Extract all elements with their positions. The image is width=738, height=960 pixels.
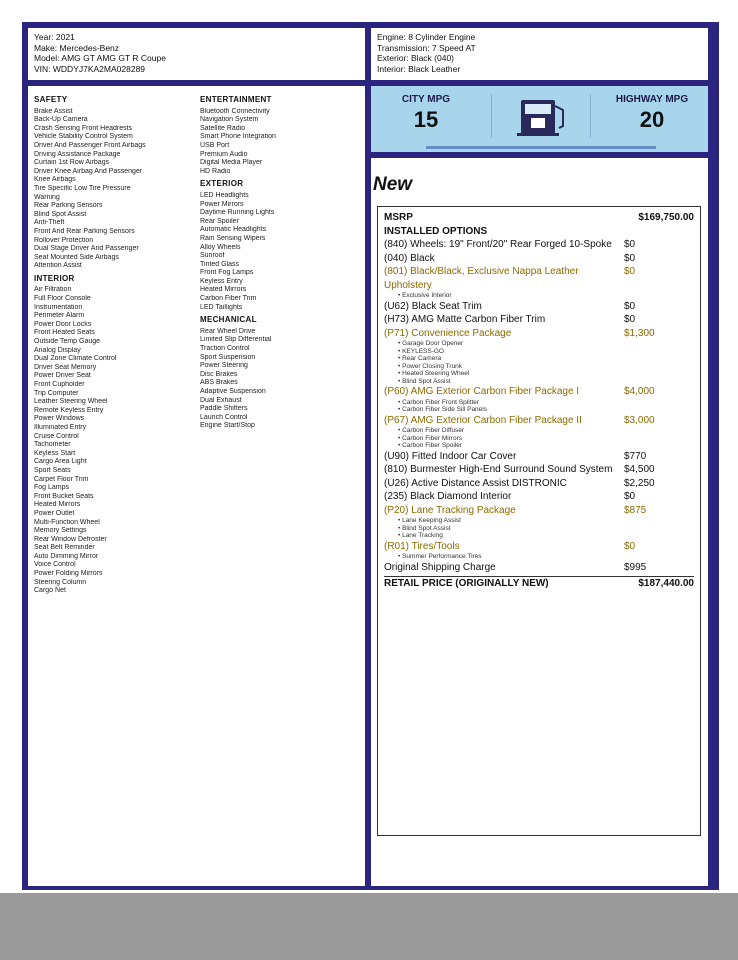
feature-item: Power Outlet <box>34 509 75 517</box>
option-price: $0 <box>624 314 636 325</box>
feature-item: Smart Phone Integration <box>200 133 276 141</box>
bottom-band <box>0 893 738 960</box>
feature-item: Satellite Radio <box>200 124 246 132</box>
feature-item: Multi-Function Wheel <box>34 518 100 526</box>
vehicle-make: Make: Mercedes-Benz <box>34 42 120 53</box>
option-label: (P20) Lane Tracking Package <box>384 504 516 516</box>
feature-item: Trip Computer <box>34 389 79 397</box>
feature-item: Power Steering <box>200 362 248 370</box>
option-price: $0 <box>624 540 636 552</box>
feature-item: Power Mirrors <box>200 200 244 208</box>
option-row <box>384 477 694 491</box>
highway-mpg-value: 20 <box>639 107 665 132</box>
feature-item: Sport Suspension <box>200 353 256 361</box>
feature-item: Limited Slip Differential <box>200 336 272 344</box>
total-row <box>384 577 694 591</box>
option-row <box>384 238 694 252</box>
feature-item: Full Floor Console <box>34 295 91 303</box>
option-price: $2,250 <box>624 477 655 489</box>
feature-item: Instrumentation <box>34 303 83 311</box>
feature-item: Crash Sensing Front Headrests <box>34 124 133 132</box>
total-value: $187,440.00 <box>638 578 694 589</box>
feature-item: Premium Audio <box>200 150 248 158</box>
feature-item: Alloy Wheels <box>200 243 241 251</box>
vehicle-vin: VIN: WDDYJ7KA2MA028289 <box>34 63 146 74</box>
option-label: (040) Black <box>384 252 435 264</box>
feature-item: Rollover Protection <box>34 236 94 244</box>
option-label: (U26) Active Distance Assist DISTRONIC <box>384 477 567 489</box>
feature-item: HD Radio <box>200 167 231 175</box>
exterior-title: EXTERIOR <box>200 179 244 189</box>
option-detail-item: • Carbon Fiber Spoiler <box>398 442 463 449</box>
interior-list <box>34 286 194 595</box>
option-detail-item: • Blind Spot Assist <box>398 524 451 532</box>
feature-item: Adaptive Suspension <box>200 388 266 395</box>
city-mpg-value: 15 <box>413 107 439 132</box>
feature-item: Seat Mounted Side Airbags <box>34 253 119 261</box>
feature-item: Cargo Area Light <box>34 458 87 466</box>
feature-item: USB Port <box>200 141 230 149</box>
feature-item: ABS Brakes <box>200 379 238 387</box>
option-price: $770 <box>624 450 647 462</box>
entertainment-list <box>200 108 360 177</box>
city-mpg-label: CITY MPG <box>401 94 451 105</box>
feature-item: Sunroof <box>200 252 225 260</box>
mechanical-list <box>200 328 360 431</box>
option-row <box>384 450 694 464</box>
option-row <box>384 540 694 554</box>
highway-mpg-label: HIGHWAY MPG <box>615 94 689 105</box>
option-detail-item: • Garage Door Opener <box>398 340 464 347</box>
feature-item: Disc Brakes <box>200 370 238 378</box>
option-detail-item: • Rear Camera <box>398 355 442 362</box>
entertainment-title: ENTERTAINMENT <box>200 95 272 104</box>
feature-item: Power Driver Seat <box>34 372 91 380</box>
feature-item: Driver Knee Airbag And Passenger <box>34 167 143 175</box>
option-label: (P60) AMG Exterior Carbon Fiber Package I <box>384 386 580 397</box>
option-row <box>384 414 694 428</box>
feature-item: Voice Control <box>34 561 76 569</box>
options-list <box>384 238 694 574</box>
msrp-label: MSRP <box>384 212 413 223</box>
option-row <box>384 313 694 327</box>
option-price: $0 <box>624 252 636 264</box>
option-label: (P67) AMG Exterior Carbon Fiber Package II <box>384 414 582 426</box>
feature-item: Memory Settings <box>34 527 87 535</box>
feature-item: Dual Stage Driver And Passenger <box>34 245 139 253</box>
feature-item: Air Filtration <box>34 286 72 294</box>
option-price: $1,300 <box>624 327 655 339</box>
feature-item: Steering Column <box>34 578 87 586</box>
option-detail-item: • Carbon Fiber Side Sill Panels <box>398 406 487 413</box>
option-detail-item: • Power Closing Trunk <box>398 362 463 370</box>
feature-item: Auto Dimming Mirror <box>34 552 99 560</box>
price-sticker-panel <box>371 158 708 886</box>
option-row <box>384 504 694 518</box>
engine-info-panel <box>371 28 708 80</box>
feature-item: Front Cupholder <box>34 381 85 388</box>
option-row <box>384 561 694 575</box>
feature-item: Tachometer <box>34 441 71 449</box>
feature-item: Power Folding Mirrors <box>34 570 103 578</box>
feature-item: Anti-Theft <box>34 219 65 227</box>
feature-item: Traction Control <box>200 345 250 353</box>
feature-item: Warning <box>34 193 60 201</box>
feature-item: Fog Lamps <box>34 484 70 492</box>
option-detail-item: • Lane Keeping Assist <box>398 517 461 524</box>
option-label: Original Shipping Charge <box>384 561 496 573</box>
feature-item: Dual Exhaust <box>200 396 242 404</box>
feature-item: Navigation System <box>200 116 259 124</box>
feature-item: Attention Assist <box>34 262 82 270</box>
option-label: (R01) Tires/Tools <box>384 540 460 552</box>
feature-item: Driver And Passenger Front Airbags <box>34 141 146 149</box>
fuel-pump-icon <box>491 94 591 138</box>
feature-item: Back-Up Camera <box>34 116 88 124</box>
option-row <box>384 252 694 266</box>
feature-item: Launch Control <box>200 413 248 421</box>
feature-item: Knee Airbags <box>34 176 76 184</box>
total-label: RETAIL PRICE (ORIGINALLY NEW) <box>384 578 549 589</box>
feature-item: Front Fog Lamps <box>200 269 254 277</box>
option-label: (U90) Fitted Indoor Car Cover <box>384 450 517 462</box>
option-price: $0 <box>624 491 636 502</box>
option-detail-item: • KEYLESS-GO <box>398 347 444 355</box>
feature-item: Seat Belt Reminder <box>34 544 95 552</box>
feature-item: Front Heated Seats <box>34 329 95 337</box>
feature-item: Carpet Floor Trim <box>34 475 89 483</box>
feature-item: Driver Seat Memory <box>34 363 97 371</box>
vehicle-info-panel <box>28 28 365 80</box>
feature-item: Paddle Shifters <box>200 405 248 413</box>
vehicle-year: Year: 2021 <box>34 32 75 42</box>
vehicle-model: Model: AMG GT AMG GT R Coupe <box>34 53 166 63</box>
features-left-column <box>34 92 194 596</box>
feature-item: Engine Start/Stop <box>200 422 255 430</box>
feature-item: LED Taillights <box>200 303 243 311</box>
option-row <box>384 490 694 504</box>
feature-item: Remote Keyless Entry <box>34 406 104 414</box>
feature-item: Tinted Glass <box>200 260 240 268</box>
option-price: $0 <box>624 266 636 277</box>
interior-title: INTERIOR <box>34 273 75 283</box>
option-row <box>384 265 694 292</box>
feature-item: Vehicle Stability Control System <box>34 133 133 141</box>
mechanical-title: MECHANICAL <box>200 315 257 325</box>
feature-item: Perimeter Alarm <box>34 312 85 320</box>
feature-item: Blind Spot Assist <box>34 210 87 218</box>
option-detail-item: • Blind Spot Assist <box>398 377 451 385</box>
exterior-color: Exterior: Black (040) <box>377 53 454 63</box>
feature-item: Daytime Running Lights <box>200 209 275 217</box>
feature-item: Bluetooth Connectivity <box>200 107 270 115</box>
option-label: (H73) AMG Matte Carbon Fiber Trim <box>384 314 546 325</box>
feature-item: Dual Zone Climate Control <box>34 355 117 363</box>
option-detail-item: • Heated Steering Wheel <box>398 370 470 377</box>
feature-item: Curtain 1st Row Airbags <box>34 159 110 167</box>
exterior-list <box>200 192 360 312</box>
feature-item: Digital Media Player <box>200 159 263 167</box>
feature-item: Sport Seats <box>34 466 71 474</box>
msrp-row <box>384 211 694 225</box>
feature-item: Tire Specific Low Tire Pressure <box>34 184 131 192</box>
option-detail-item: • Carbon Fiber Mirrors <box>398 434 463 442</box>
option-detail-item: • Carbon Fiber Front Splitter <box>398 398 480 406</box>
feature-item: Analog Display <box>34 346 81 354</box>
transmission-type: Transmission: 7 Speed AT <box>377 42 476 53</box>
engine-type: Engine: 8 Cylinder Engine <box>377 32 476 42</box>
features-panel <box>28 86 365 886</box>
condition-title: New <box>373 174 413 195</box>
feature-item: Rear Spoiler <box>200 217 239 225</box>
option-price: $0 <box>624 239 636 250</box>
feature-item: Heated Mirrors <box>34 501 81 509</box>
option-label: (801) Black/Black, Exclusive Nappa Leather Upholstery <box>384 266 579 291</box>
installed-options-label: INSTALLED OPTIONS <box>384 225 488 237</box>
option-label: (840) Wheels: 19" Front/20" Rear Forged 10-Spoke <box>384 239 612 250</box>
features-right-column <box>200 92 360 431</box>
option-price: $995 <box>624 561 647 573</box>
option-price: $875 <box>624 504 647 516</box>
highway-mpg-box <box>596 86 708 152</box>
feature-item: Power Windows <box>34 415 85 423</box>
option-label: (235) Black Diamond Interior <box>384 491 512 502</box>
feature-item: Outside Temp Gauge <box>34 338 101 346</box>
feature-item: Rear Parking Sensors <box>34 202 103 210</box>
safety-list <box>34 108 194 271</box>
option-price: $4,500 <box>624 464 655 475</box>
feature-item: Rear Wheel Drive <box>200 327 256 335</box>
feature-item: LED Headlights <box>200 191 249 199</box>
feature-item: Automatic Headlights <box>200 226 267 234</box>
option-price: $0 <box>624 300 636 312</box>
option-detail-item: • Summer Performance Tires <box>398 553 482 560</box>
feature-item: Keyless Start <box>34 449 76 457</box>
option-label: (810) Burmester High-End Surround Sound System <box>384 464 613 475</box>
feature-item: Driving Assistance Package <box>34 150 121 158</box>
options-box <box>377 206 701 836</box>
feature-item: Heated Mirrors <box>200 286 247 294</box>
feature-item: Brake Assist <box>34 107 73 115</box>
feature-item: Power Door Locks <box>34 320 92 328</box>
option-detail-item: • Exclusive Interior <box>398 292 452 299</box>
option-price: $3,000 <box>624 414 655 426</box>
option-row <box>384 300 694 314</box>
feature-item: Rain Sensing Wipers <box>200 234 266 242</box>
feature-item: Front Bucket Seats <box>34 492 94 500</box>
feature-item: Keyless Entry <box>200 277 243 285</box>
option-row <box>384 327 694 341</box>
option-detail-item: • Carbon Fiber Diffuser <box>398 427 465 434</box>
feature-item: Carbon Fiber Trim <box>200 295 257 303</box>
feature-item: Leather Steering Wheel <box>34 398 108 406</box>
fuel-economy-panel <box>371 86 708 152</box>
interior-color: Interior: Black Leather <box>377 63 461 74</box>
feature-item: Cruise Control <box>34 432 79 440</box>
city-mpg-box <box>371 86 481 152</box>
feature-item: Rear Window Defroster <box>34 535 107 543</box>
feature-item: Illuminated Entry <box>34 423 87 431</box>
option-label: (U62) Black Seat Trim <box>384 300 482 312</box>
safety-title: SAFETY <box>34 95 68 104</box>
option-row <box>384 463 694 477</box>
feature-item: Cargo Net <box>34 587 66 595</box>
option-detail-item: • Lane Tracking <box>398 532 443 539</box>
feature-item: Front And Rear Parking Sensors <box>34 227 135 235</box>
msrp-value: $169,750.00 <box>638 212 694 223</box>
option-row <box>384 385 694 399</box>
option-label: (P71) Convenience Package <box>384 327 512 339</box>
mpg-footnote <box>426 146 656 149</box>
option-price: $4,000 <box>624 386 655 397</box>
